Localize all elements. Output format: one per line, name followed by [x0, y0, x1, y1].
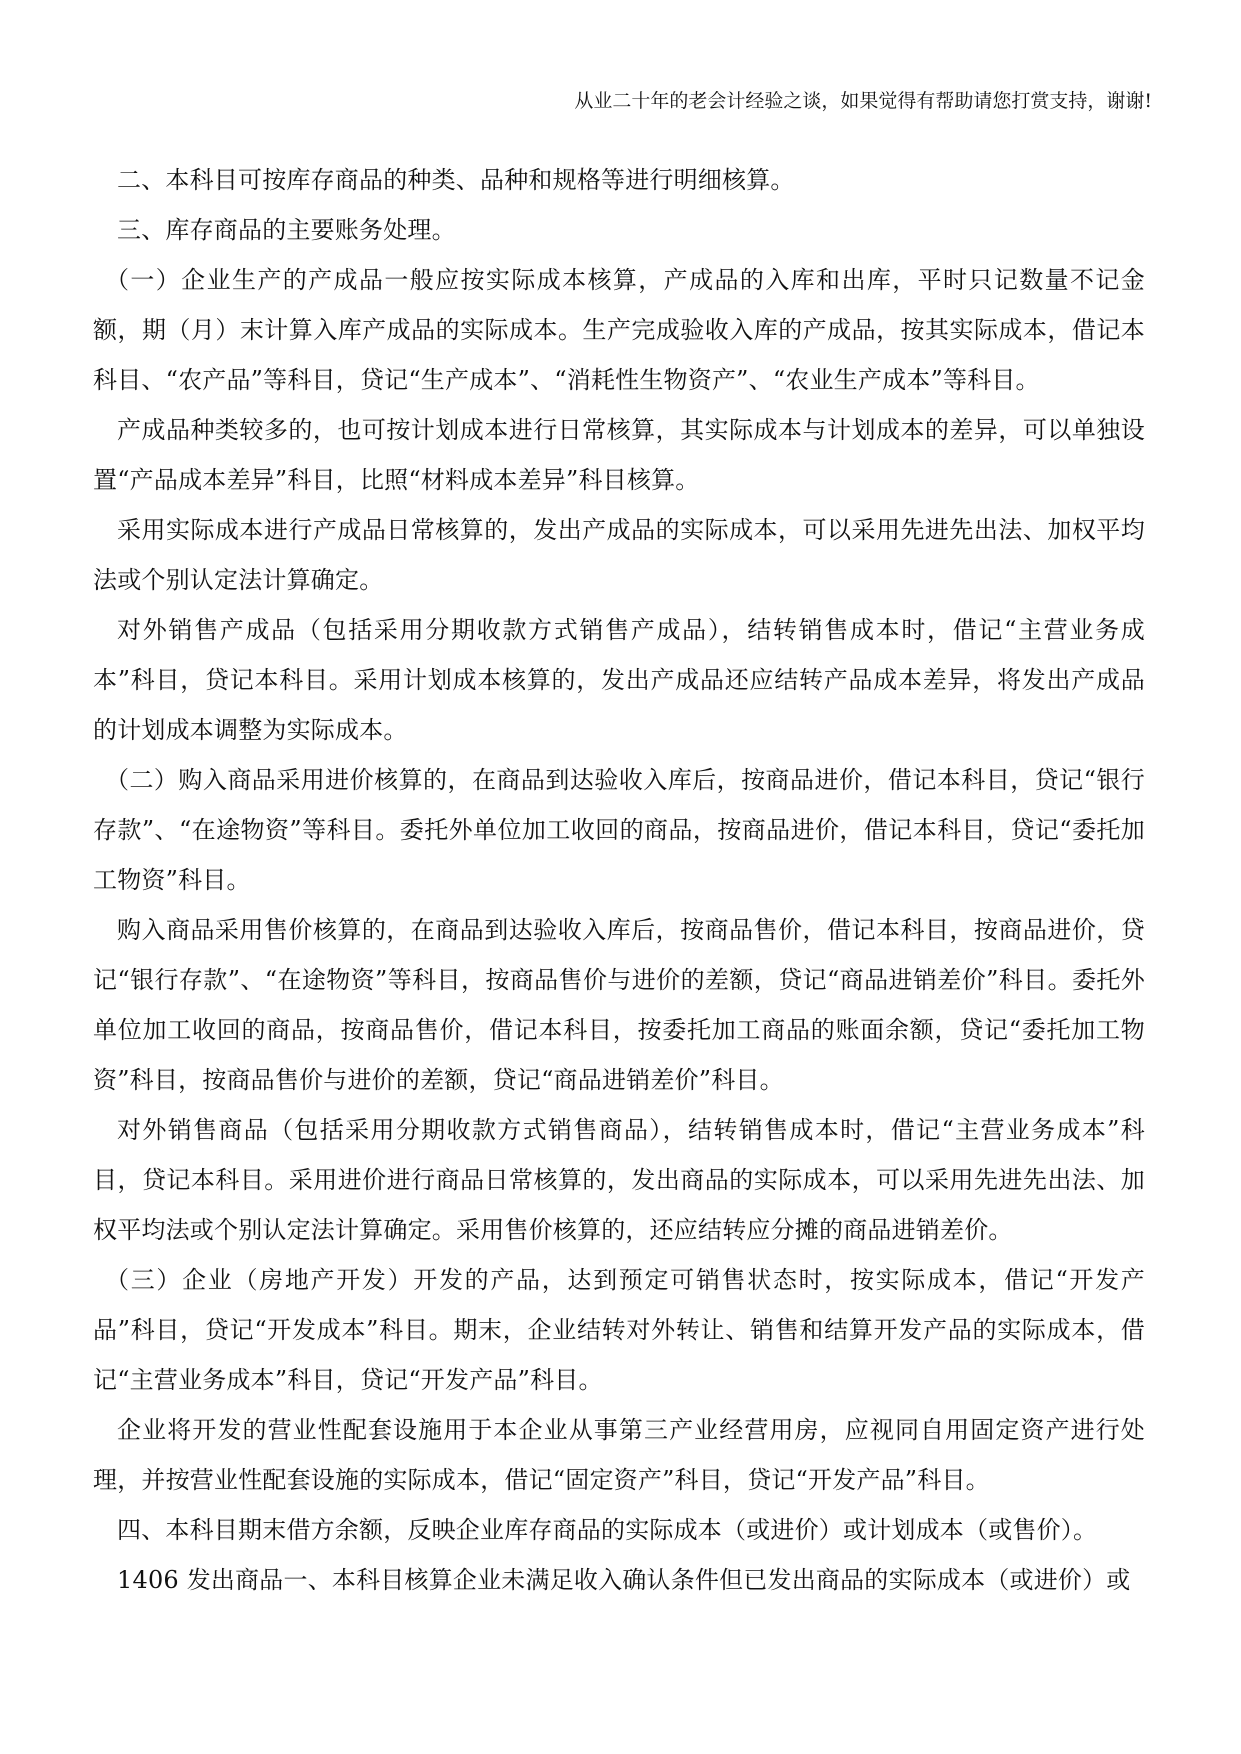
document-body: [93, 155, 1145, 1605]
paragraph-main-treatment: 三、库存商品的主要账务处理。: [117, 216, 456, 244]
paragraph-1406-goods-shipped: 1406 发出商品一、本科目核算企业未满足收入确认条件但已发出商品的实际成本（或进价）或: [117, 1566, 1131, 1594]
paragraph-purchase-sale-price: 购入商品采用售价核算的，在商品到达验收入库后，按商品售价，借记本科目，按商品进价，贷记“银行存款”、“在途物资”等科目，按商品售价与进价的差额，贷记“商品进销差价”科目。委托外单位加工收回的商品，按商品售价，借记本科目，按委托加工商品的账面余额，贷记“委托加工物资”科目，按商品售价与进价的差额，贷记“商品进销差价”科目。: [93, 916, 1145, 1094]
paragraph-actual-cost-methods: 采用实际成本进行产成品日常核算的，发出产成品的实际成本，可以采用先进先出法、加权平均法或个别认定法计算确定。: [93, 516, 1145, 594]
paragraph-purchase-cost-price: （二）购入商品采用进价核算的，在商品到达验收入库后，按商品进价，借记本科目，贷记“银行存款”、“在途物资”等科目。委托外单位加工收回的商品，按商品进价，借记本科目，贷记“委托加工物资”科目。: [93, 766, 1145, 894]
paragraph-detail-accounting: 二、本科目可按库存商品的种类、品种和规格等进行明细核算。: [117, 166, 795, 194]
paragraph-ending-balance: 四、本科目期末借方余额，反映企业库存商品的实际成本（或进价）或计划成本（或售价）。: [117, 1516, 1098, 1544]
page-header: 从业二十年的老会计经验之谈，如果觉得有帮助请您打赏支持，谢谢!: [574, 90, 1152, 112]
paragraph-planned-cost: 产成品种类较多的，也可按计划成本进行日常核算，其实际成本与计划成本的差异，可以单独设置“产品成本差异”科目，比照“材料成本差异”科目核算。: [93, 416, 1145, 494]
paragraph-finished-goods-cost: （一）企业生产的产成品一般应按实际成本核算，产成品的入库和出库，平时只记数量不记金额，期（月）末计算入库产成品的实际成本。生产完成验收入库的产成品，按其实际成本，借记本科目、“农产品”等科目，贷记“生产成本”、“消耗性生物资产”、“农业生产成本”等科目。: [93, 266, 1145, 394]
paragraph-external-sales-goods: 对外销售商品（包括采用分期收款方式销售商品），结转销售成本时，借记“主营业务成本”科目，贷记本科目。采用进价进行商品日常核算的，发出商品的实际成本，可以采用先进先出法、加权平均法或个别认定法计算确定。采用售价核算的，还应结转应分摊的商品进销差价。: [93, 1116, 1145, 1244]
paragraph-supporting-facilities: 企业将开发的营业性配套设施用于本企业从事第三产业经营用房，应视同自用固定资产进行处理，并按营业性配套设施的实际成本，借记“固定资产”科目，贷记“开发产品”科目。: [93, 1416, 1145, 1494]
paragraph-real-estate-products: （三）企业（房地产开发）开发的产品，达到预定可销售状态时，按实际成本，借记“开发产品”科目，贷记“开发成本”科目。期末，企业结转对外转让、销售和结算开发产品的实际成本，借记“主营业务成本”科目，贷记“开发产品”科目。: [93, 1266, 1145, 1394]
paragraph-external-sales-finished: 对外销售产成品（包括采用分期收款方式销售产成品），结转销售成本时，借记“主营业务成本”科目，贷记本科目。采用计划成本核算的，发出产成品还应结转产品成本差异，将发出产成品的计划成本调整为实际成本。: [93, 616, 1145, 744]
